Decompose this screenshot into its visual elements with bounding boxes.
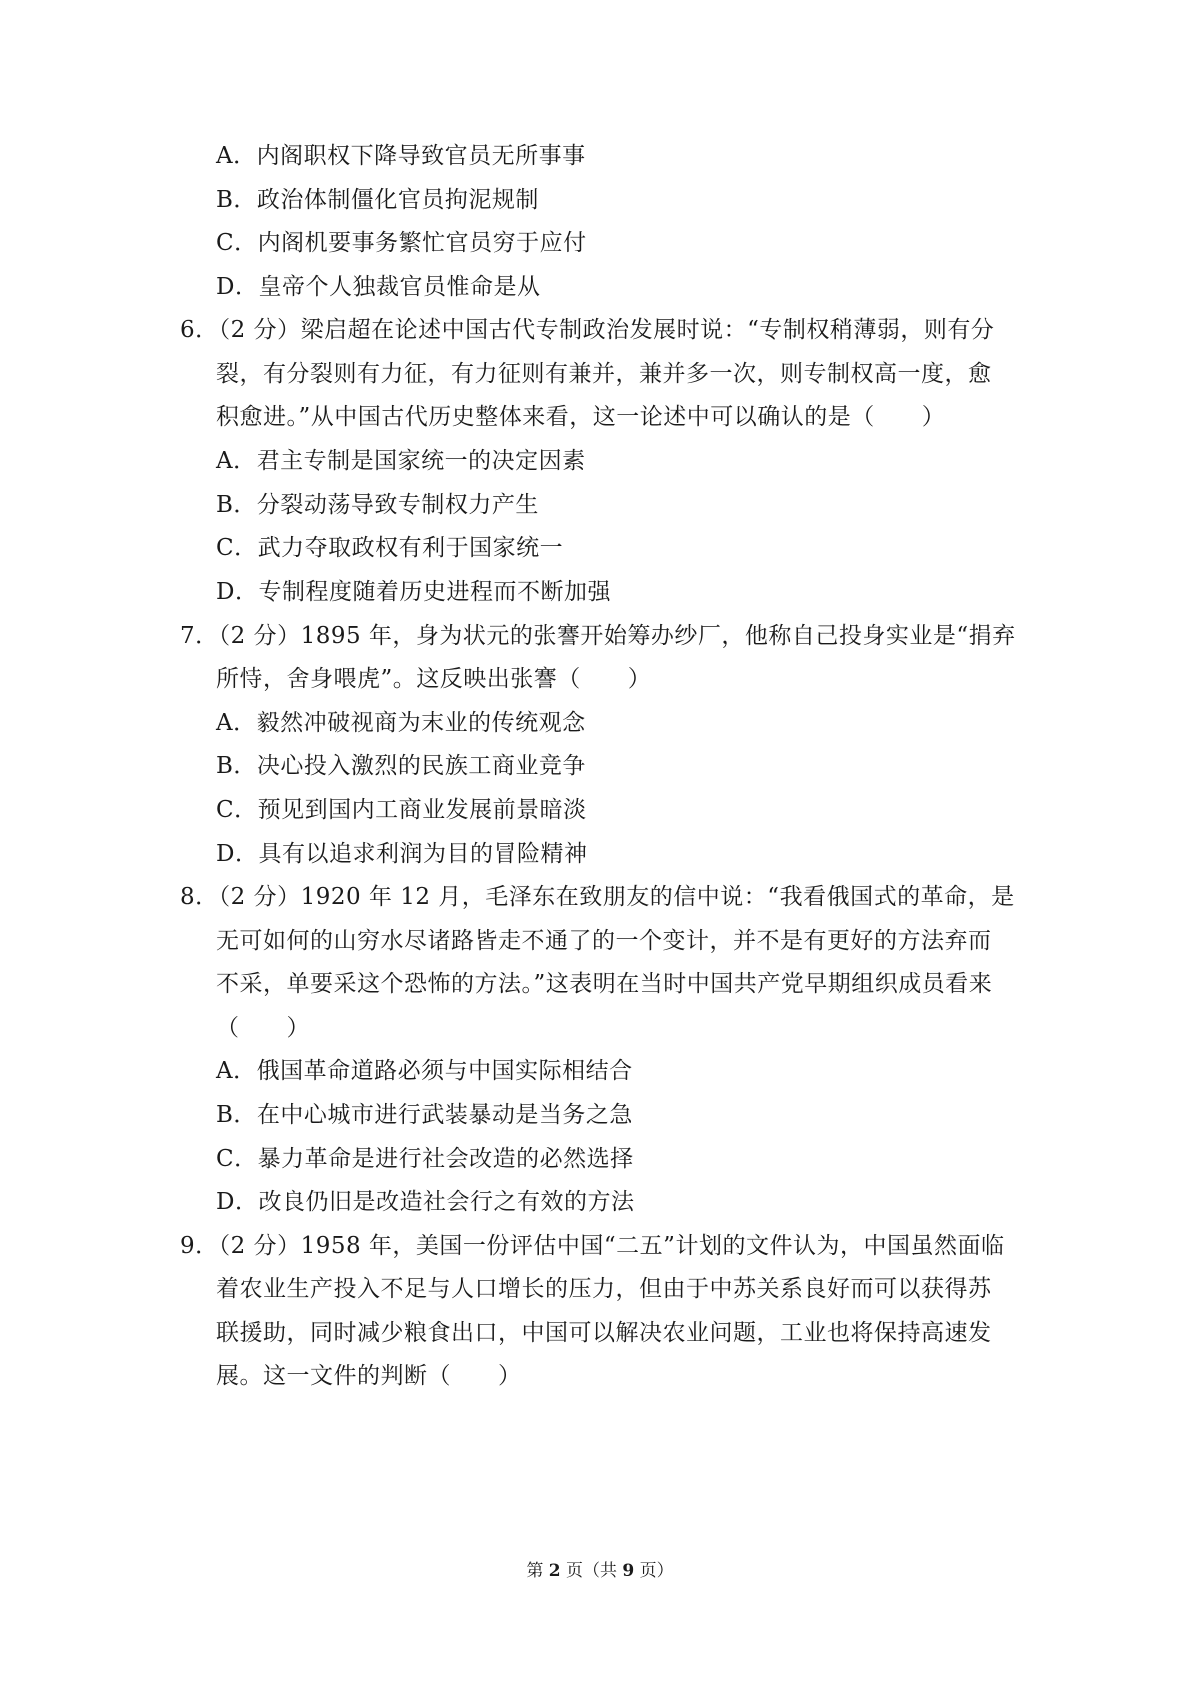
- q6-option-d: D．专制程度随着历史进程而不断加强: [216, 579, 611, 605]
- q6-stem-line-3: 积愈进。”从中国古代历史整体来看，这一论述中可以确认的是（ ）: [216, 404, 946, 430]
- q9-stem-line-4: 展。这一文件的判断（ ）: [216, 1363, 522, 1389]
- q9-stem-line-3: 联援助，同时减少粮食出口，中国可以解决农业问题，工业也将保持高速发: [216, 1320, 992, 1346]
- q8-stem-line-1: 8．（2 分）1920 年 12 月，毛泽东在致朋友的信中说：“我看俄国式的革命，是: [180, 884, 1015, 910]
- q8-option-a: A．俄国革命道路必须与中国实际相结合: [216, 1058, 633, 1084]
- q6-option-a: A．君主专制是国家统一的决定因素: [216, 448, 586, 474]
- q7-stem-line-1: 7．（2 分）1895 年，身为状元的张謇开始筹办纱厂，他称自己投身实业是“捐弃: [180, 623, 1016, 649]
- q5-option-d: D．皇帝个人独裁官员惟命是从: [216, 274, 541, 300]
- q8-option-c: C．暴力革命是进行社会改造的必然选择: [216, 1146, 634, 1172]
- q7-option-a: A．毅然冲破视商为末业的传统观念: [216, 710, 586, 736]
- footer-total-pages: 9: [622, 1561, 635, 1581]
- q8-option-d: D．改良仍旧是改造社会行之有效的方法: [216, 1189, 635, 1215]
- q8-stem-line-2: 无可如何的山穷水尽诸路皆走不通了的一个变计，并不是有更好的方法弃而: [216, 928, 992, 954]
- q7-option-b: B．决心投入激烈的民族工商业竞争: [216, 753, 586, 779]
- q5-option-c: C．内阁机要事务繁忙官员穷于应付: [216, 230, 587, 256]
- q5-option-a: A．内阁职权下降导致官员无所事事: [216, 143, 586, 169]
- page-footer: [0, 1559, 1200, 1583]
- q5-option-b: B．政治体制僵化官员拘泥规制: [216, 187, 539, 213]
- footer-middle: 页（共: [566, 1561, 617, 1581]
- footer-prefix: 第: [526, 1561, 544, 1581]
- q8-option-b: B．在中心城市进行武装暴动是当务之急: [216, 1102, 633, 1128]
- q7-option-c: C．预见到国内工商业发展前景暗淡: [216, 797, 587, 823]
- q6-stem-line-1: 6．（2 分）梁启超在论述中国古代专制政治发展时说：“专制权稍薄弱，则有分: [180, 317, 995, 343]
- q8-stem-line-4: （ ）: [216, 1015, 310, 1041]
- q7-option-d: D．具有以追求利润为目的冒险精神: [216, 841, 588, 867]
- q6-option-c: C．武力夺取政权有利于国家统一: [216, 535, 564, 561]
- q6-option-b: B．分裂动荡导致专制权力产生: [216, 492, 539, 518]
- footer-suffix: 页）: [639, 1561, 674, 1581]
- footer-page-number: 2: [548, 1561, 561, 1581]
- q8-stem-line-3: 不采，单要采这个恐怖的方法。”这表明在当时中国共产党早期组织成员看来: [216, 971, 993, 997]
- q6-stem-line-2: 裂，有分裂则有力征，有力征则有兼并，兼并多一次，则专制权高一度，愈: [216, 361, 992, 387]
- q9-stem-line-2: 着农业生产投入不足与人口增长的压力，但由于中苏关系良好而可以获得苏: [216, 1276, 992, 1302]
- q7-stem-line-2: 所恃，舍身喂虎”。这反映出张謇（ ）: [216, 666, 652, 692]
- q9-stem-line-1: 9．（2 分）1958 年，美国一份评估中国“二五”计划的文件认为，中国虽然面临: [180, 1233, 1005, 1259]
